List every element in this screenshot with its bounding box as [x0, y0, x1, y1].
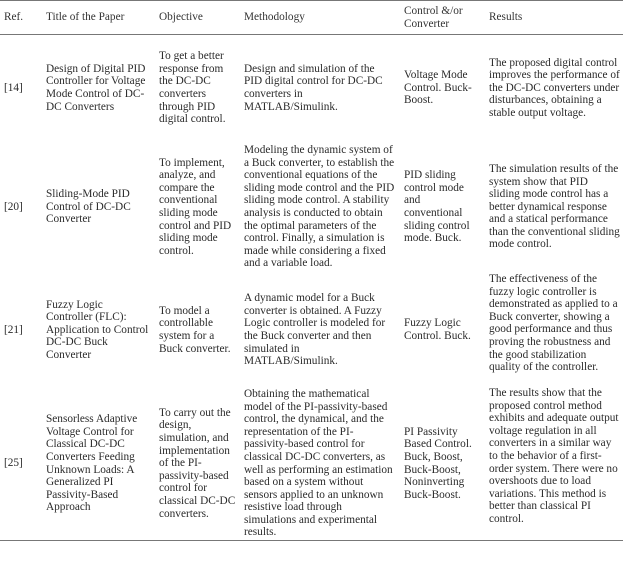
cell-ref: [14] — [4, 81, 23, 94]
table-row — [0, 387, 623, 541]
cell-title: Design of Digital PID Controller for Voltage Mode Control of DC-DC Converters — [46, 62, 146, 113]
cell-methodology: Obtaining the mathematical model of the PI-passivity-based control, the dynamical, and the representation of the PI-passivity-based control for classical DC-DC converters, as well as performing an estimation based on a system without sensors applied to an unknown resistive load through simulations and experimental results. — [244, 387, 393, 539]
header-control: Control &/or Converter — [404, 4, 463, 30]
cell-objective: To carry out the design, simulation, and implementation of the PI-passivity-based control for classical DC-DC converters. — [159, 406, 236, 520]
header-results: Results — [489, 11, 523, 24]
cell-control: Voltage Mode Control. Buck-Boost. — [404, 69, 472, 107]
cell-title: Sliding-Mode PID Control of DC-DC Converter — [46, 188, 131, 226]
cell-ref: [20] — [4, 200, 23, 213]
header-objective: Objective — [159, 11, 203, 24]
cell-objective: To model a controllable system for a Buck converter. — [159, 304, 231, 355]
cell-ref: [21] — [4, 323, 23, 336]
cell-objective: To get a better response from the DC-DC converters through PID digital control. — [159, 50, 226, 126]
cell-results: The simulation results of the system show that PID sliding mode control has a better dynamical response and a statical performance than the conventional sliding mode control. — [489, 162, 620, 251]
cell-results: The effectiveness of the fuzzy logic controller is demonstrated as applied to a Buck converter, showing a good performance and thus proving the robustness and the good stabilization quality of the controller. — [489, 273, 618, 374]
cell-methodology: Design and simulation of the PID digital control for DC-DC converters in MATLAB/Simulink. — [244, 62, 383, 113]
cell-ref: [25] — [4, 457, 23, 470]
cell-control: PID sliding control mode and conventional sliding control mode. Buck. — [404, 169, 470, 245]
cell-results: The results show that the proposed control method exhibits and adequate output voltage regulation in all converters in a similar way to the behavior of a first-order system. There were no overshoots due to load variations. This method is better than classical PI control. — [489, 387, 619, 525]
cell-title: Fuzzy Logic Controller (FLC): Application to Control DC-DC Buck Converter — [46, 298, 149, 361]
cell-methodology: Modeling the dynamic system of a Buck converter, to establish the conventional equations of the sliding mode control and the PID sliding mode control. A stability analysis is conducted to obtain the optimal parameters of the control. Finally, a simulation is made while considering a fixed and a variable load. — [244, 144, 395, 270]
table-row — [0, 273, 623, 387]
cell-control: PI Passivity Based Control. Buck, Boost, Buck-Boost, Noninverting Buck-Boost. — [404, 425, 472, 501]
table-row — [0, 35, 623, 142]
cell-objective: To implement, analyze, and compare the conventional sliding mode control and PID sliding mode control. — [159, 156, 232, 257]
table-header-row — [0, 1, 623, 35]
header-ref: Ref. — [4, 11, 24, 24]
cell-control: Fuzzy Logic Control. Buck. — [404, 317, 471, 342]
table-row — [0, 141, 623, 273]
header-title: Title of the Paper — [46, 11, 125, 24]
cell-methodology: A dynamic model for a Buck converter is obtained. A Fuzzy Logic controller is modeled for the Buck converter and then simulated in MATLAB/Simulink. — [244, 292, 386, 368]
cell-title: Sensorless Adaptive Voltage Control for Classical DC-DC Converters Feeding Unknown Loads: A Generalized PI Passivity-Based Approach — [46, 413, 138, 514]
cell-results: The proposed digital control improves the performance of the DC-DC converters under disturbances, obtaining a stable output voltage. — [489, 56, 620, 119]
header-methodology: Methodology — [244, 11, 305, 24]
